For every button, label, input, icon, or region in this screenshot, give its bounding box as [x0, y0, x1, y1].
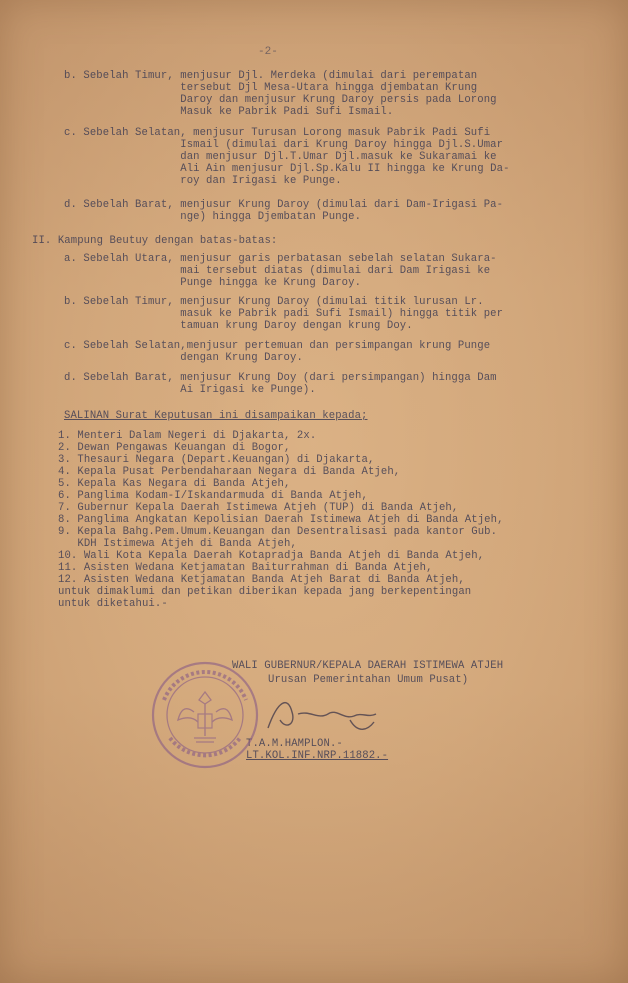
signatory-rank: LT.KOL.INF.NRP.11882.- — [246, 750, 389, 762]
text-line: Ali Ain menjusur Djl.Sp.Kalu II hingga ke Krung Da- — [64, 163, 510, 175]
text-line: tamuan krung Daroy dengan krung Doy. — [64, 320, 413, 332]
text-line: Masuk ke Pabrik Padi Sufi Ismail. — [64, 106, 394, 118]
handwritten-signature — [258, 690, 418, 736]
recipient-item: 7. Gubernur Kepala Daerah Istimewa Atjeh (TUP) di Banda Atjeh, — [58, 502, 459, 514]
recipient-item: 1. Menteri Dalam Negeri di Djakarta, 2x. — [58, 430, 317, 442]
text-line: a. Sebelah Utara, menjusur garis perbatasan sebelah selatan Sukara- — [64, 253, 497, 265]
text-line: mai tersebut diatas (dimulai dari Dam Irigasi ke — [64, 265, 491, 277]
text-line: Ai Irigasi ke Punge). — [64, 384, 316, 396]
recipient-item: 5. Kepala Kas Negara di Banda Atjeh, — [58, 478, 291, 490]
text-line: masuk ke Pabrik padi Sufi Ismail) hingga titik per — [64, 308, 504, 320]
signatory-subtitle: Urusan Pemerintahan Umum Pusat) — [268, 674, 469, 686]
recipient-item: 11. Asisten Wedana Ketjamatan Baiturrahman di Banda Atjeh, — [58, 562, 433, 574]
signatory-name: T.A.M.HAMPLON.- — [246, 738, 343, 750]
text-line: Punge hingga ke Krung Daroy. — [64, 277, 362, 289]
text-line: nge) hingga Djembatan Punge. — [64, 211, 362, 223]
recipient-item: 6. Panglima Kodam-I/Iskandarmuda di Banda Atjeh, — [58, 490, 368, 502]
recipient-item: 10. Wali Kota Kepala Daerah Kotapradja Banda Atjeh di Banda Atjeh, — [58, 550, 485, 562]
text-line: d. Sebelah Barat, menjusur Krung Daroy (dimulai dari Dam-Irigasi Pa- — [64, 199, 504, 211]
salinan-heading: SALINAN Surat Keputusan ini disampaikan kepada; — [64, 410, 368, 422]
recipient-note: untuk diketahui.- — [58, 598, 168, 610]
recipient-item: 2. Dewan Pengawas Keuangan di Bogor, — [58, 442, 291, 454]
text-line: dan menjusur Djl.T.Umar Djl.masuk ke Sukaramai ke — [64, 151, 497, 163]
text-line: d. Sebelah Barat, menjusur Krung Doy (dari persimpangan) hingga Dam — [64, 372, 497, 384]
recipient-item: KDH Istimewa Atjeh di Banda Atjeh, — [58, 538, 297, 550]
official-stamp-seal — [150, 660, 260, 770]
recipient-item: 4. Kepala Pusat Perbendaharaan Negara di Banda Atjeh, — [58, 466, 401, 478]
recipient-note: untuk dimaklumi dan petikan diberikan kepada jang berkepentingan — [58, 586, 472, 598]
recipient-item: 9. Kepala Bahg.Pem.Umum.Keuangan dan Desentralisasi pada kantor Gub. — [58, 526, 498, 538]
text-line: Ismail (dimulai dari Krung Daroy hingga Djl.S.Umar — [64, 139, 504, 151]
text-line: Daroy dan menjusur Krung Daroy persis pada Lorong — [64, 94, 497, 106]
text-line: tersebut Djl Mesa-Utara hingga djembatan Krung — [64, 82, 478, 94]
text-line: c. Sebelah Selatan, menjusur Turusan Lorong masuk Pabrik Padi Sufi — [64, 127, 491, 139]
text-line: roy dan Irigasi ke Punge. — [64, 175, 342, 187]
text-line: b. Sebelah Timur, menjusur Djl. Merdeka (dimulai dari perempatan — [64, 70, 478, 82]
signatory-title: WALI GUBERNUR/KEPALA DAERAH ISTIMEWA ATJEH — [232, 660, 504, 672]
recipient-item: 8. Panglima Angkatan Kepolisian Daerah Istimewa Atjeh di Banda Atjeh, — [58, 514, 504, 526]
section-heading: II. Kampung Beutuy dengan batas-batas: — [32, 235, 278, 247]
text-line: b. Sebelah Timur, menjusur Krung Daroy (dimulai titik lurusan Lr. — [64, 296, 484, 308]
text-line: dengan Krung Daroy. — [64, 352, 303, 364]
recipient-item: 12. Asisten Wedana Ketjamatan Banda Atjeh Barat di Banda Atjeh, — [58, 574, 465, 586]
recipient-item: 3. Thesauri Negara (Depart.Keuangan) di Djakarta, — [58, 454, 375, 466]
page-number: -2- — [258, 46, 278, 58]
text-line: c. Sebelah Selatan,menjusur pertemuan dan persimpangan krung Punge — [64, 340, 491, 352]
